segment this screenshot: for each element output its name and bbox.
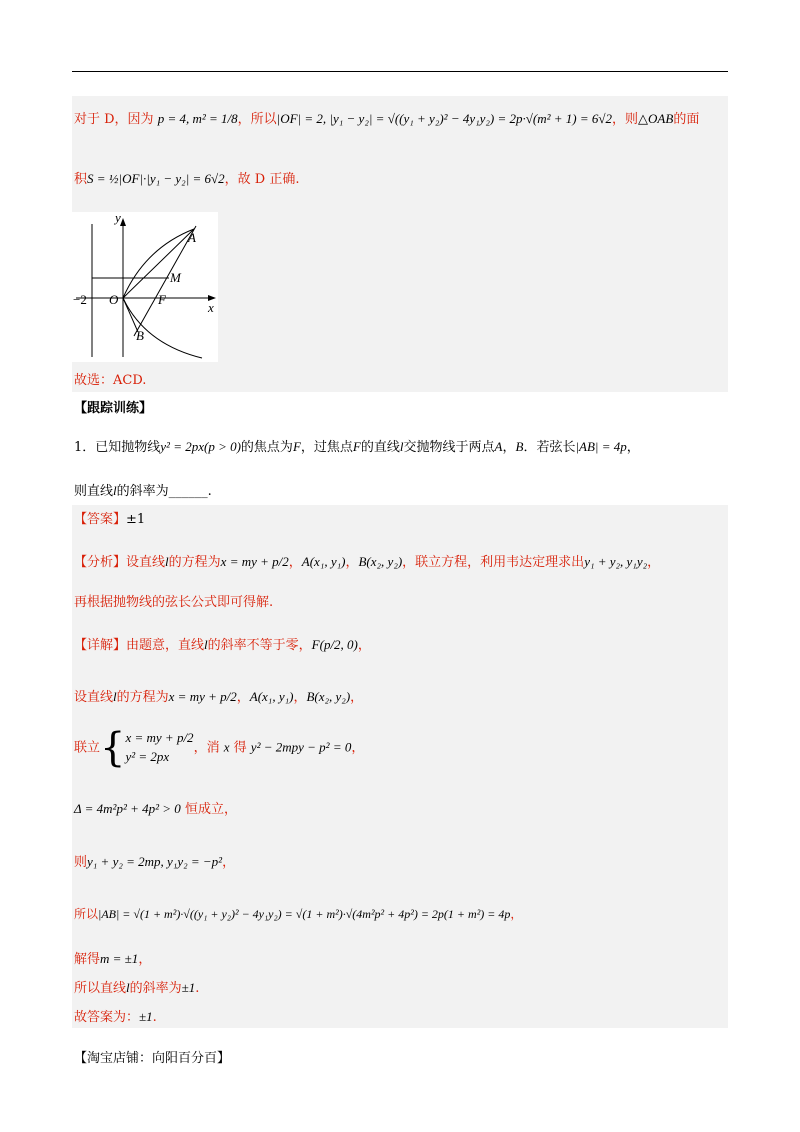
- partd-line2: 积S = ½|OF|·|y₁ − y₂| = 6√2，故 D 正确.: [74, 171, 300, 187]
- label-f: F: [158, 292, 166, 307]
- label-y: y: [115, 212, 121, 225]
- label-b: B: [136, 328, 144, 343]
- answer-line: 【答案】±1: [74, 512, 146, 527]
- header-rule: [72, 71, 728, 72]
- section-title: 【跟踪训练】: [74, 401, 153, 416]
- problem-line1: 1．已知抛物线y² = 2px(p > 0)的焦点为F，过焦点F的直线l交抛物线于两点A，B．若弦长|AB| = 4p，: [74, 439, 640, 455]
- equation-system: x = my + p/2 y² = 2px: [125, 730, 194, 764]
- detail-line8: 所以直线l的斜率为±1.: [74, 980, 200, 996]
- segment-ob: [123, 298, 138, 332]
- y-axis-arrow: [120, 218, 126, 226]
- answer-blank: ______: [168, 484, 208, 499]
- detail-line5: 则y₁ + y₂ = 2mp, y₁y₂ = −p²，: [74, 854, 236, 870]
- chord-ab: [134, 226, 196, 336]
- label-a: A: [188, 230, 196, 245]
- detail-line1: 【详解】由题意，直线l的斜率不等于零，F(p/2, 0)，: [74, 637, 371, 653]
- problem-line2: 则直线l的斜率为______.: [74, 483, 212, 499]
- parabola-figure: [72, 212, 218, 362]
- footer-text: 【淘宝店铺：向阳百分百】: [74, 1051, 231, 1066]
- label-x: x: [208, 300, 214, 315]
- detail-line6: 所以|AB| = √(1 + m²)·√((y₁ + y₂)² − 4y₁y₂) = √(1 + m²)·√(4m²p² + 4p²) = 2p(1 + m²) = 4p，: [74, 907, 523, 921]
- label-origin: O: [109, 292, 119, 307]
- analysis-line2: 再根据抛物线的弦长公式即可得解.: [74, 595, 274, 610]
- detail-line9: 故答案为：±1.: [74, 1009, 157, 1025]
- detail-line2: 设直线l的方程为x = my + p/2，A(x₁, y₁)，B(x₂, y₂)，: [74, 689, 364, 705]
- parabola-graph: [72, 212, 218, 362]
- choice-line: 故选：ACD.: [74, 373, 147, 388]
- detail-line3: 联立{x = my + p/2 y² = 2px，消 x 得 y² − 2mpy − p² = 0，: [74, 725, 365, 771]
- segment-oa: [123, 229, 194, 298]
- label-neg2: −2: [73, 292, 87, 307]
- detail-line7: 解得m = ±1，: [74, 951, 152, 967]
- analysis-line1: 【分析】设直线l的方程为x = my + p/2，A(x₁, y₁)，B(x₂, y₂)，联立方程，利用韦达定理求出y₁ + y₂, y₁y₂，: [74, 554, 661, 570]
- label-m: M: [170, 270, 181, 285]
- partd-line1: 对于 D，因为 p = 4, m² = 1/8，所以|OF| = 2, |y₁ − y₂| = √((y₁ + y₂)² − 4y₁y₂) = 2p·√(m² + 1) = 6√2，则△OAB的面: [74, 111, 700, 127]
- detail-line4: Δ = 4m²p² + 4p² > 0 恒成立，: [74, 801, 237, 817]
